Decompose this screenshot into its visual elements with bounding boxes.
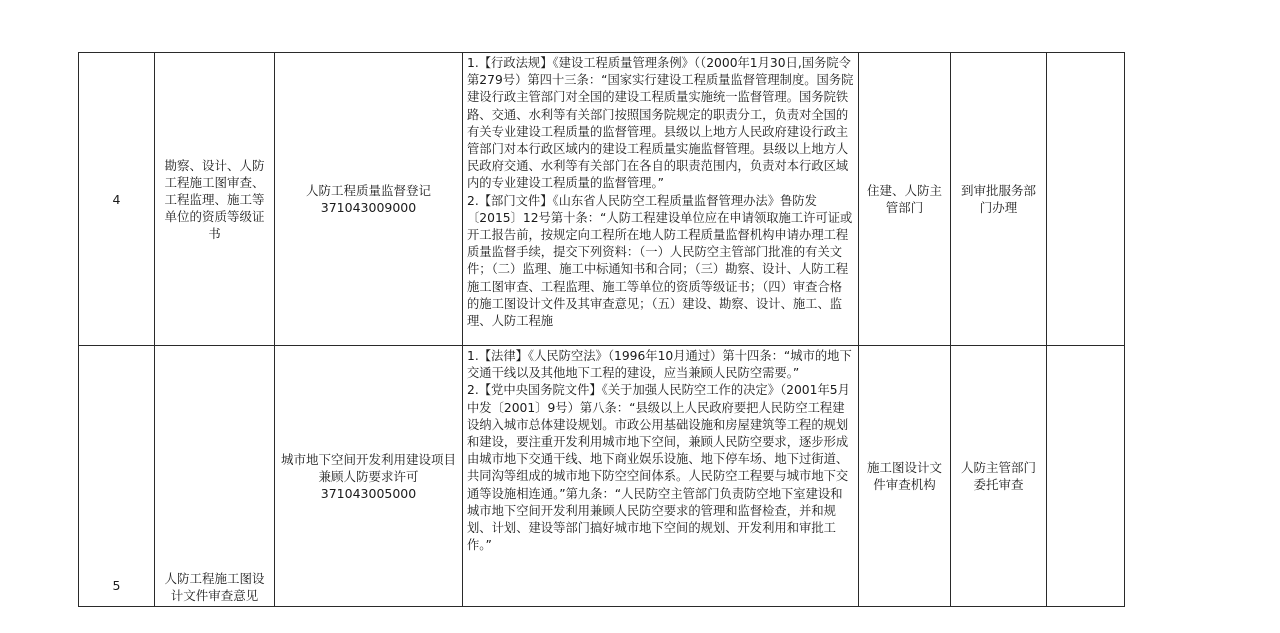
legal-basis-clause: 2.【党中央国务院文件】《关于加强人民防空工作的决定》（2001年5月中发〔2001〕9号）第八条：“县级以上人民政府要把人民防空工程建设纳入城市总体建设规划。市政公用基础设施和房屋建筑等工程的规划和建设，要注重开发利用城市地下空间，兼顾人民防空要求，逐步形成由城市地下交通干线、地下商业娱乐设施、地下停车场、地下过街道、共同沟等组成的城市地下防空空间体系。人民防空工程要与城市地下交通等设施相连通。”第九条：“人民防空主管部门负责防空地下室建设和城市地下空间开发利用兼顾人民防空要求的管理和监督检查，并和规划、计划、建设等部门搞好城市地下空间的规划、开发利用和审批工作。”: [467, 383, 850, 553]
table-row: [79, 346, 1125, 607]
legal-basis: [463, 346, 859, 607]
service-code: 371043009000: [320, 200, 417, 215]
service-item: [275, 346, 463, 607]
service-name: 城市地下空间开发利用建设项目兼顾人防要求许可: [280, 451, 456, 484]
required-material: 勘察、设计、人防工程施工图审查、工程监理、施工等单位的资质等级证书: [155, 53, 275, 346]
approval-items-table: [78, 52, 1125, 607]
service-code: 371043005000: [320, 485, 417, 501]
sequence-number: 4: [79, 53, 155, 346]
sequence-number: 5: [79, 346, 155, 607]
legal-basis-clause: 1.【法律】《人民防空法》（1996年10月通过）第十四条：“城市的地下交通干线以及其他地下工程的建设，应当兼顾人民防空需要。”: [467, 349, 852, 381]
responsible-department: 施工图设计文件审查机构: [859, 346, 951, 607]
handling-method: 人防主管部门委托审查: [951, 346, 1047, 607]
responsible-department: 住建、人防主管部门: [859, 53, 951, 346]
legal-basis: [463, 53, 859, 346]
remark-cell: [1047, 53, 1125, 346]
handling-method: 到审批服务部门办理: [951, 53, 1047, 346]
remark-cell: [1047, 346, 1125, 607]
legal-basis-clause: 2.【部门文件】《山东省人民防空工程质量监督管理办法》鲁防发〔2015〕12号第十条：“人防工程建设单位应在申请领取施工许可证或开工报告前，按规定向工程所在地人防工程质量监督机构申请办理工程质量监督手续，提交下列资料：（一）人民防空主管部门批准的有关文件；（二）监理、施工中标通知书和合同；（三）勘察、设计、人防工程施工图审查、工程监理、施工等单位的资质等级证书；（四）审查合格的施工图设计文件及其审查意见；（五）建设、勘察、设计、施工、监理、人防工程施: [467, 193, 853, 329]
table-row: [79, 53, 1125, 346]
service-item: [275, 53, 463, 346]
legal-basis-clause: 1.【行政法规】《建设工程质量管理条例》（（2000年1月30日,国务院令第279号）第四十三条：“国家实行建设工程质量监督管理制度。国务院建设行政主管部门对全国的建设工程质量实施统一监督管理。国务院铁路、交通、水利等有关部门按照国务院规定的职责分工，负责对全国的有关专业建设工程质量的监督管理。县级以上地方人民政府建设行政主管部门对本行政区域内的建设工程质量实施监督管理。县级以上地方人民政府交通、水利等有关部门在各自的职责范围内，负责对本行政区域内的专业建设工程质量的监督管理。”: [467, 56, 854, 191]
required-material: 人防工程施工图设计文件审查意见: [155, 346, 275, 607]
service-name: 人防工程质量监督登记: [305, 183, 431, 198]
